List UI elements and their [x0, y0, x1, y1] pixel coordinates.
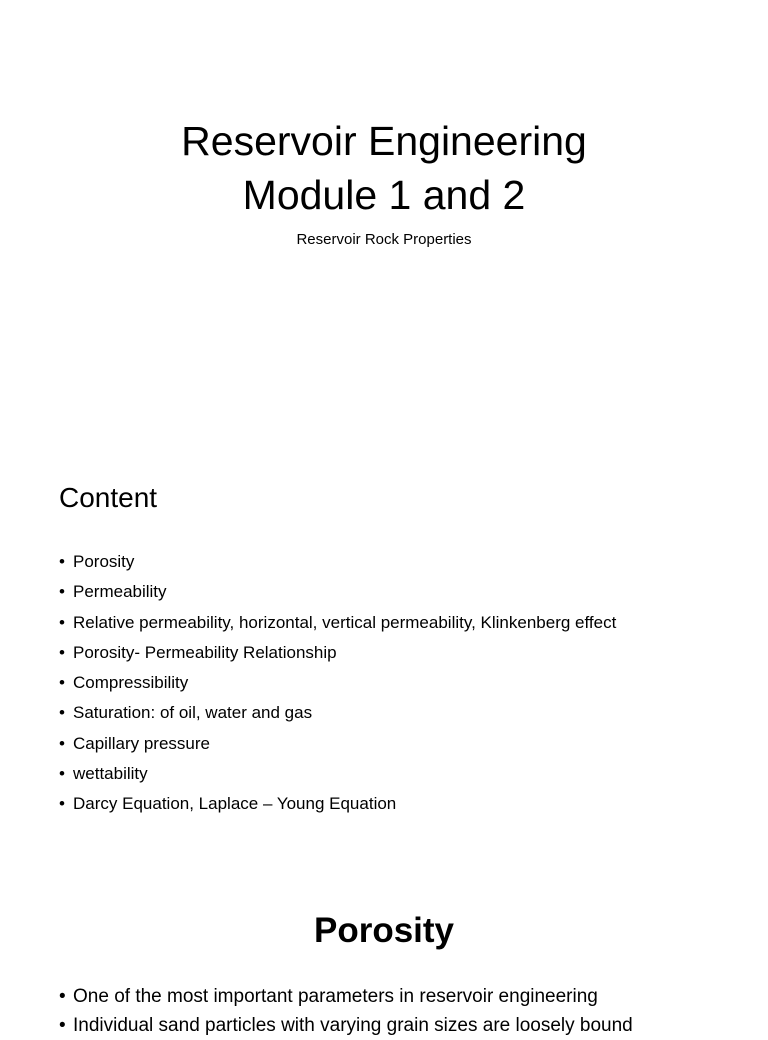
porosity-bullet-list: [59, 982, 633, 1040]
bullet-icon: •: [59, 794, 65, 814]
list-item: [59, 729, 616, 759]
list-item-text: Compressibility: [73, 673, 189, 693]
title-slide: [0, 0, 768, 432]
content-bullet-list: [59, 547, 616, 820]
list-item-text: Permeability: [73, 582, 167, 602]
list-item: [59, 789, 616, 819]
content-heading: Content: [59, 482, 158, 513]
bullet-icon: •: [59, 764, 65, 784]
bullet-icon: •: [59, 642, 65, 662]
list-item: [59, 698, 616, 728]
list-item-text: Porosity- Permeability Relationship: [73, 642, 337, 662]
porosity-heading: Porosity: [313, 911, 455, 950]
list-item: [59, 547, 616, 577]
bullet-icon: •: [59, 703, 65, 723]
bullet-icon: •: [59, 612, 65, 632]
list-item: [59, 608, 616, 638]
list-item-text: Saturation: of oil, water and gas: [73, 703, 313, 723]
slide-subtitle: Reservoir Rock Properties: [296, 231, 472, 248]
content-slide: [0, 432, 768, 864]
title-line-2: Module 1 and 2: [242, 172, 526, 218]
slide-title: [0, 114, 768, 222]
list-item: [59, 1011, 633, 1040]
porosity-slide: [0, 864, 768, 1036]
list-item-text: One of the most important parameters in reservoir engineering: [73, 986, 598, 1007]
list-item: [59, 668, 616, 698]
bullet-icon: •: [59, 582, 65, 602]
bullet-icon: •: [59, 986, 66, 1007]
list-item: [59, 759, 616, 789]
bullet-icon: •: [59, 733, 65, 753]
list-item-text: Capillary pressure: [73, 733, 210, 753]
list-item: [59, 982, 633, 1011]
list-item-text: Individual sand particles with varying grain sizes are loosely bound: [73, 1015, 633, 1036]
title-line-1: Reservoir Engineering: [181, 118, 587, 164]
list-item-text: Relative permeability, horizontal, vertical permeability, Klinkenberg effect: [73, 612, 617, 632]
list-item: [59, 577, 616, 607]
bullet-icon: •: [59, 673, 65, 693]
list-item: [59, 638, 616, 668]
list-item-text: Darcy Equation, Laplace – Young Equation: [73, 794, 397, 814]
bullet-icon: •: [59, 1015, 66, 1036]
list-item-text: Porosity: [73, 552, 135, 571]
bullet-icon: •: [59, 552, 65, 571]
list-item-text: wettability: [73, 764, 148, 784]
